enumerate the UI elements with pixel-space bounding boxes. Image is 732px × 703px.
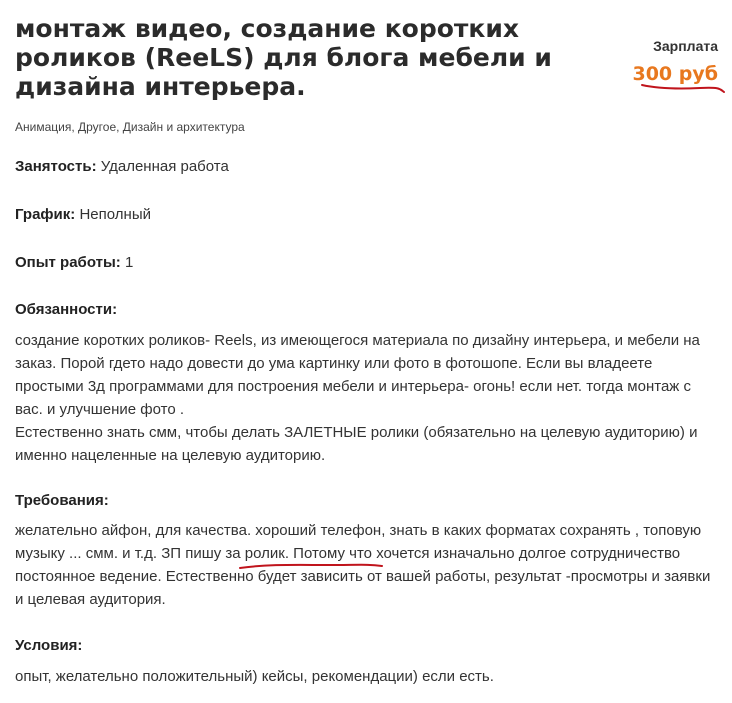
schedule-value: Неполный xyxy=(79,206,151,223)
employment-field xyxy=(15,158,229,175)
duties-text xyxy=(15,329,715,467)
salary-annotation-underline xyxy=(640,80,726,94)
salary-label: Зарплата xyxy=(653,38,718,54)
experience-label: Опыт работы: xyxy=(15,254,121,271)
salary-value: 300 руб xyxy=(632,63,718,85)
requirements-highlighted-text: ЗП пишу за ролик. xyxy=(161,545,290,562)
conditions-heading: Условия: xyxy=(15,637,83,654)
requirements-annotation-underline xyxy=(238,560,384,572)
vacancy-categories: Анимация, Другое, Дизайн и архитектура xyxy=(15,120,245,134)
duties-paragraph-2: Естественно знать смм, чтобы делать ЗАЛЕТНЫЕ ролики (обязательно на целевую аудиторию) и именно нацеленные на целевую аудиторию. xyxy=(15,424,698,464)
experience-value: 1 xyxy=(124,254,134,271)
requirements-text-start: желательно айфон, для качества. хороший телефон, знать в каких форматах сохранять , топовую музыку ... смм. и т.д. xyxy=(15,522,702,562)
requirements-heading: Требования: xyxy=(15,492,109,509)
employment-label: Занятость: xyxy=(15,158,97,175)
duties-heading: Обязанности: xyxy=(15,301,118,318)
requirements-text-end: Потому что хочется изначально долгое сотрудничество постоянное ведение. Естественно будет зависить от вашей работы, результат -просмотры и заявки и целевая аудитория. xyxy=(15,545,711,608)
experience-field xyxy=(15,254,133,271)
vacancy-title: монтаж видео, создание коротких роликов (ReeLS) для блога мебели и дизайна интерьера. xyxy=(15,14,552,101)
salary-block xyxy=(632,37,718,86)
conditions-text: опыт, желательно положительный) кейсы, рекомендации) если есть. xyxy=(15,668,494,685)
duties-paragraph-1: создание коротких роликов- Reels, из имеющегося материала по дизайну интерьера, и мебели на заказ. Порой гдето надо довести до ума картинку или фото в фотошопе. Если вы владеете простыми 3д программами для построения мебели и интерьера- огонь! если нет. тогда монтаж с вас. и улучшение фото . xyxy=(15,332,700,418)
schedule-label: График: xyxy=(15,206,76,223)
schedule-field xyxy=(15,206,151,223)
employment-value: Удаленная работа xyxy=(100,158,229,175)
